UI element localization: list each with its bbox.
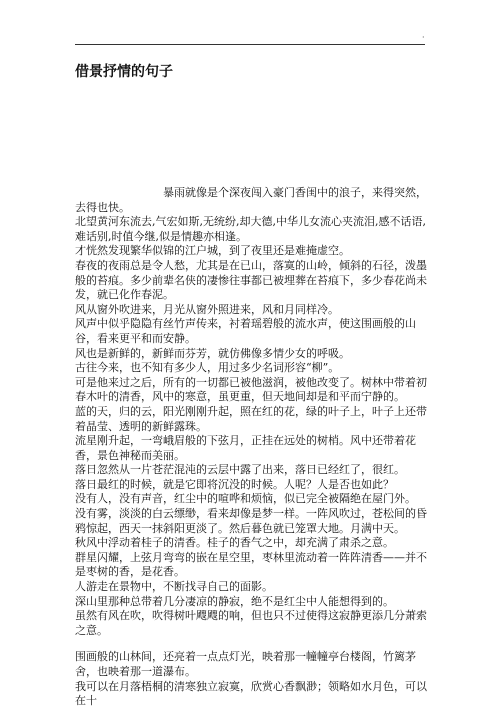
- paragraph: 群星闪耀，上弦月弯弯的嵌在星空里，枣林里流动着一阵阵清香——并不是枣树的香，是花香。: [75, 550, 427, 579]
- paragraph: 流星刚升起，一弯峨眉般的下弦月，正挂在远处的树梢。风中还带着花香，景色神秘而美丽。: [75, 434, 416, 462]
- article-body: [75, 186, 427, 709]
- paragraph: 落日忽然从一片苍茫混沌的云层中露了出来，落日已经红了，很红。: [75, 463, 405, 477]
- paragraph: 围画般的山林间，还亮着一点点灯光，映着那一幢幢亭台楼阁，竹篱茅舍，也映着那一道瀑布。: [75, 650, 416, 678]
- paragraph: 古往今来，也不知有多少人，用过多少名词形容“柳”。: [75, 361, 340, 375]
- paragraph: 人游走在景物中，不断找寻自己的面影。: [75, 580, 273, 594]
- paragraph: 春夜的夜雨总是令人愁，尤其是在已山，落寞的山岭，倾斜的石径，泼墨般的苔痕。多少前辈名侠的凄惨往事都已被埋葬在苔痕下，多少春花尚未发，就已化作春泥。: [75, 258, 427, 302]
- paragraph: 落日最红的时候，就是它即将沉没的时候。人呢？人是否也如此？: [75, 477, 394, 491]
- paragraph: 秋风中浮动着桂子的清香。桂子的香气之中，却充满了肃杀之意。: [75, 536, 394, 550]
- paragraph: 蓝的天，归的云，阳光刚刚升起，照在红的花，绿的叶子上，叶子上还带着晶莹、透明的新鲜露珠。: [75, 404, 427, 433]
- header-rule: [75, 44, 425, 45]
- paragraph: 才恍然发现繁华似锦的江户城，到了夜里还是难掩虚空。: [75, 244, 350, 258]
- page-title: 借景抒情的句子: [75, 64, 173, 80]
- paragraph: 深山里那种总带着几分凄凉的静寂，绝不是红尘中人能想得到的。: [75, 594, 394, 608]
- paragraph: 暴雨就像是个深夜闯入豪门香闺中的浪子，来得突然，去得也快。: [75, 186, 427, 214]
- paragraph: 北望黄河东流去,气宏如斯,无统纷,却大德,中华儿女流心夹流泪,感不话语,难话别,时值今继,似是情趣亦相逢。: [75, 215, 426, 243]
- paragraph: 风从窗外吹进来，月光从窗外照进来，风和月同样冷。: [75, 302, 339, 316]
- paragraph: 没有雾，淡淡的白云缥缈，看来却像是梦一样。一阵风吹过，苍松间的昏鸦惊起，西天一抹斜阳更淡了。然后暮色就已笼罩大地。月满中天。: [75, 507, 427, 535]
- paragraph: 可是他来过之后，所有的一切都已被他滋润，被他改变了。树林中带着初春木叶的清香，风中的寒意，虽更重，但天地间却是和平而宁静的。: [75, 375, 427, 404]
- header-mark: ·: [422, 33, 425, 42]
- paragraph: 风声中似乎隐隐有丝竹声传来，衬着瑶碧般的流水声，使这围画般的山谷，看来更平和而安静。: [75, 317, 416, 345]
- paragraph: 风也是新鲜的，新鲜而芬芳，就仿佛像多情少女的呼吸。: [75, 346, 350, 360]
- paragraph: 没有人，没有声音，红尘中的喧哗和烦恼，似已完全被隔绝在屋门外。: [75, 492, 416, 506]
- paragraph: 我可以在月落梧桐的清寒独立寂寞，欣赏心香飘渺；领略如水月色，可以在十: [75, 679, 427, 708]
- paragraph: 虽然有风在吹，吹得树叶飕飕的响，但也只不过使得这寂静更添几分萧索之意。: [75, 609, 427, 637]
